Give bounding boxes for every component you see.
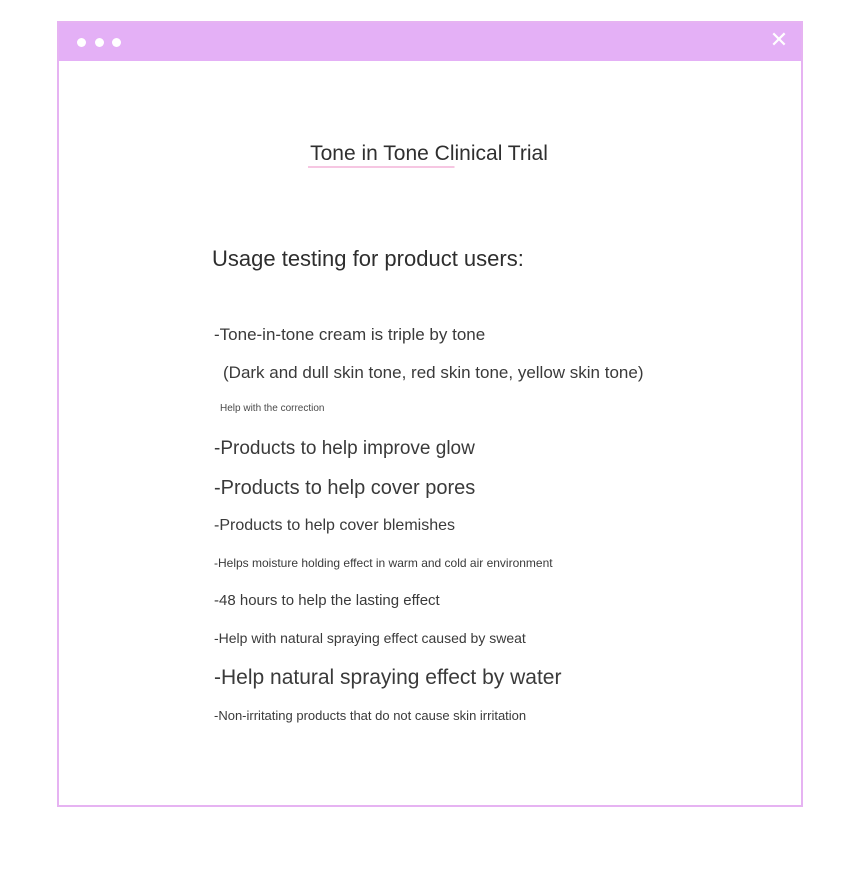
page-title-text: Tone in Tone Clinical Trial [308, 142, 552, 168]
feature-line: -Products to help cover pores [214, 477, 476, 499]
window-dot-3 [112, 38, 121, 47]
feature-line: -Helps moisture holding effect in warm and cold air environment [214, 556, 553, 570]
feature-line: -Products to help improve glow [214, 438, 475, 459]
feature-line: -Non-irritating products that do not cause skin irritation [214, 708, 527, 723]
title-bar[interactable] [59, 23, 801, 61]
window-dot-1 [77, 38, 86, 47]
close-icon[interactable]: ✕ [769, 28, 789, 53]
page-title [59, 142, 801, 168]
feature-line: (Dark and dull skin tone, red skin tone, yellow skin tone) [223, 363, 644, 382]
dialog-window [57, 21, 803, 807]
feature-line: -Help natural spraying effect by water [214, 666, 562, 689]
section-heading: Usage testing for product users: [212, 246, 524, 271]
feature-line: -Tone-in-tone cream is triple by tone [214, 325, 486, 344]
window-dot-2 [95, 38, 104, 47]
feature-line: -48 hours to help the lasting effect [214, 592, 440, 609]
feature-line: -Help with natural spraying effect caused by sweat [214, 630, 526, 646]
feature-note: Help with the correction [220, 403, 325, 414]
feature-line: -Products to help cover blemishes [214, 517, 455, 534]
